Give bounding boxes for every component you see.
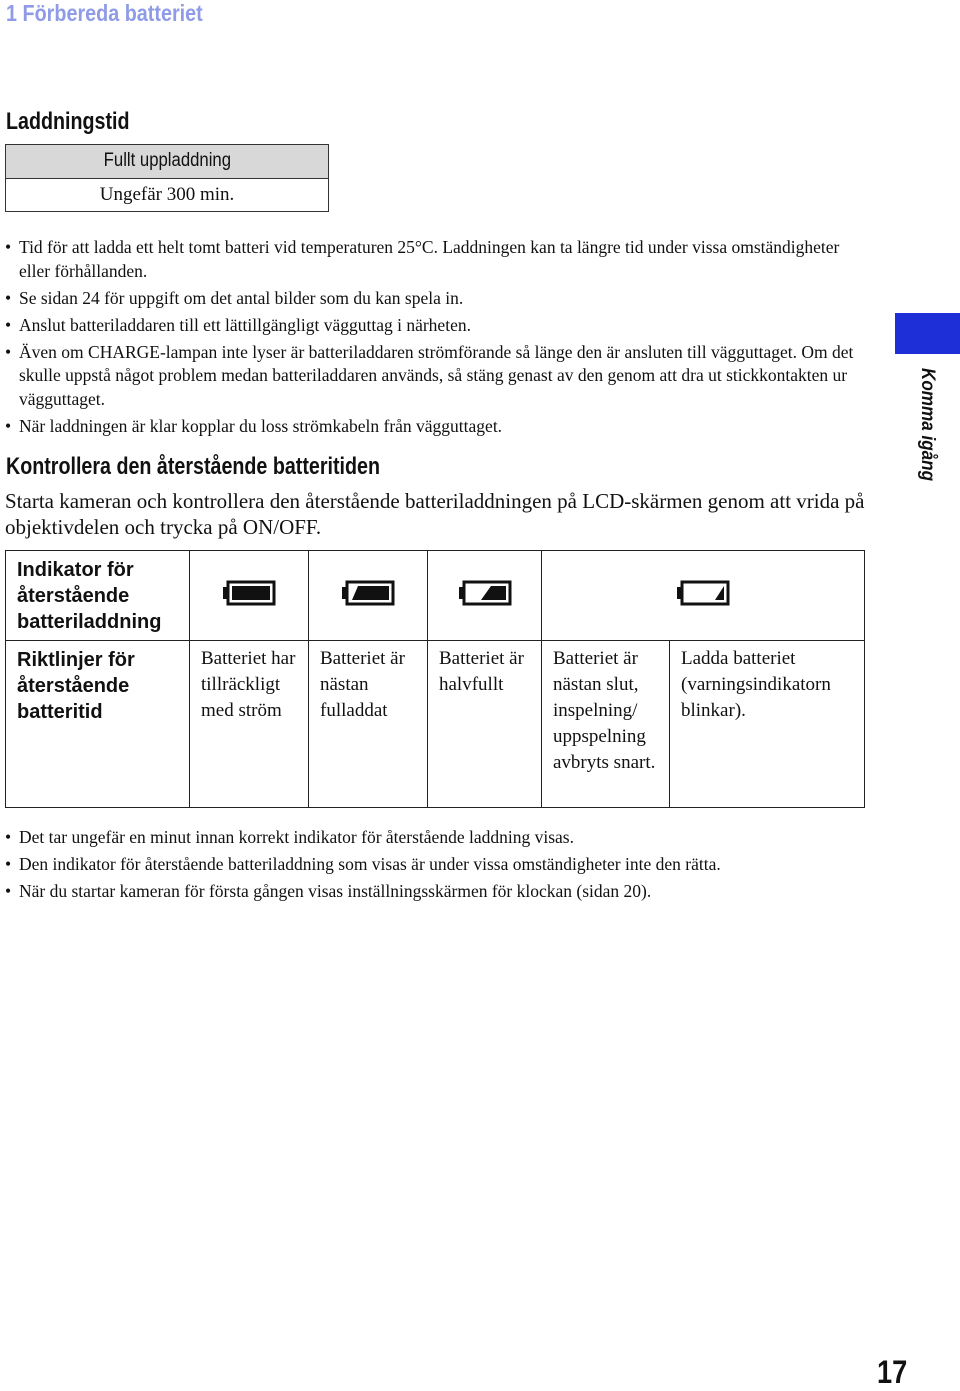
note-item: • Anslut batteriladdaren till ett lättillgängligt vägguttag i närheten.	[5, 314, 865, 338]
note-item: • Tid för att ladda ett helt tomt batteri vid temperaturen 25°C. Laddningen kan ta längre tid under vissa omständigheter eller förhållanden.	[5, 236, 865, 283]
page-number: 17	[877, 1354, 908, 1390]
battery-check-heading: Kontrollera den återstående batteritiden	[6, 453, 380, 480]
note-item: • När du startar kameran för första gången visas inställningsskärmen för klockan (sidan 20).	[5, 880, 865, 904]
guideline-cell: Batteriet är nästan slut, inspelning/ uppspelning avbryts snart.	[542, 641, 670, 808]
note-item: • Se sidan 24 för uppgift om det antal bilder som du kan spela in.	[5, 287, 865, 311]
indicator-cell	[428, 551, 542, 641]
guideline-cell: Batteriet har tillräckligt med ström	[190, 641, 309, 808]
battery-mostly-full-icon	[341, 578, 395, 608]
guideline-cell: Ladda batteriet (varningsindikatorn blinkar).	[670, 641, 865, 808]
charging-table-value: Ungefär 300 min.	[6, 178, 329, 212]
indicator-cell	[542, 551, 865, 641]
charging-table-header: Fullt uppladdning	[6, 145, 329, 179]
note-item: • När laddningen är klar kopplar du loss strömkabeln från vägguttaget.	[5, 415, 865, 439]
guideline-row-header: Riktlinjer för återstående batteritid	[6, 641, 190, 808]
indicator-row-header: Indikator för återstående batteriladdning	[6, 551, 190, 641]
note-item: • Den indikator för återstående batteriladdning som visas är under vissa omständigheter inte den rätta.	[5, 853, 865, 877]
note-item: • Även om CHARGE-lampan inte lyser är batteriladdaren strömförande så länge den är ansluten till vägguttaget. Om det skulle uppstå något problem medan batteriladdaren används, så stäng genast av den genom att dra ut stickkontakten ur vägguttaget.	[5, 341, 865, 412]
indicator-cell	[190, 551, 309, 641]
chapter-header: 1 Förbereda batteriet	[6, 0, 203, 26]
battery-low-icon	[676, 578, 730, 608]
note-item: • Det tar ungefär en minut innan korrekt indikator för återstående laddning visas.	[5, 826, 865, 850]
battery-indicator-table	[5, 550, 865, 808]
battery-check-notes	[5, 826, 865, 907]
battery-check-intro: Starta kameran och kontrollera den återstående batteriladdningen på LCD-skärmen genom att vrida på objektivdelen och trycka på ON/OFF.	[5, 489, 865, 539]
section-tab-marker	[895, 313, 960, 354]
charging-time-heading: Laddningstid	[6, 108, 130, 135]
charging-notes	[5, 236, 865, 442]
battery-full-icon	[222, 578, 276, 608]
charging-time-table	[5, 144, 329, 212]
guideline-cell: Batteriet är halvfullt	[428, 641, 542, 808]
battery-half-icon	[458, 578, 512, 608]
indicator-cell	[309, 551, 428, 641]
section-tab-label: Komma igång	[917, 368, 938, 482]
guideline-cell: Batteriet är nästan fulladdat	[309, 641, 428, 808]
